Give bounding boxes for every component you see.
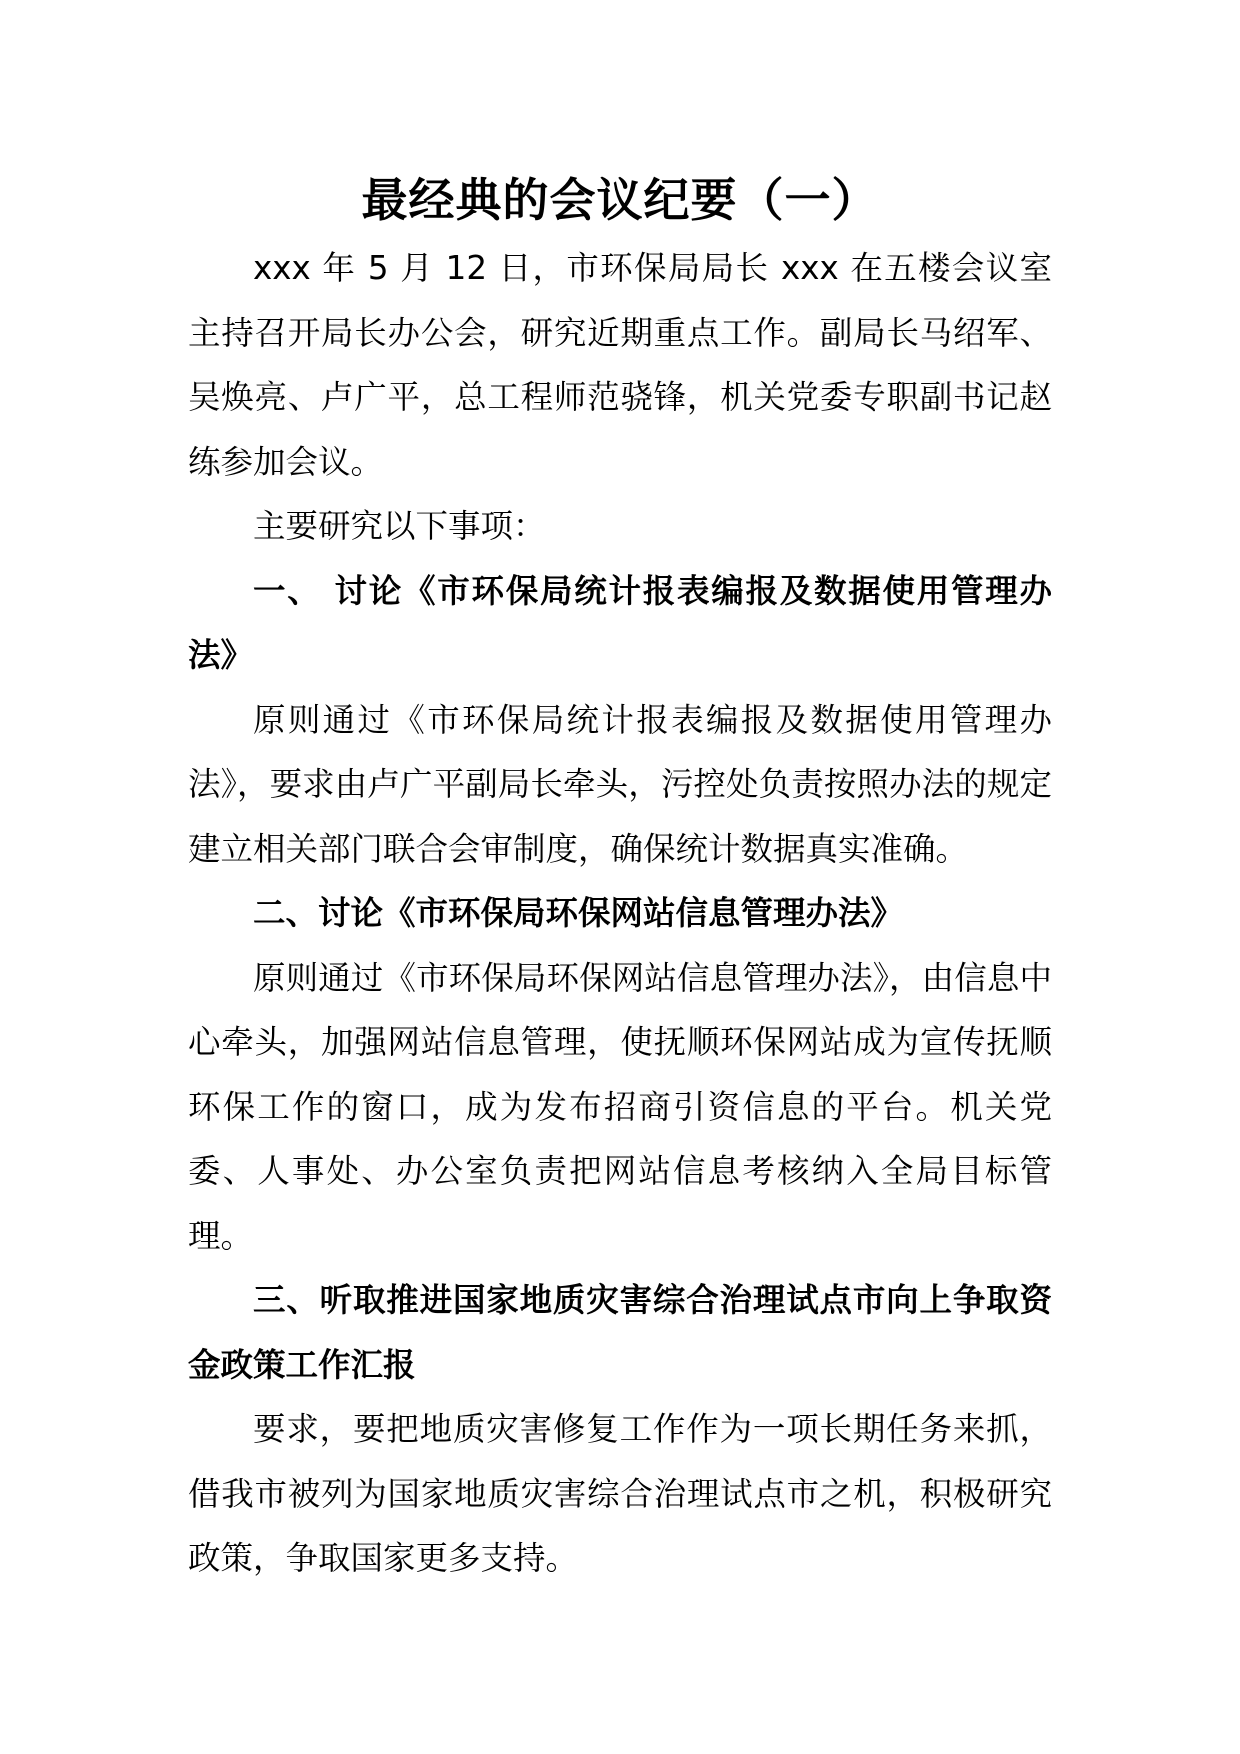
section-body-2: 原则通过《市环保局环保网站信息管理办法》，由信息中心牵头，加强网站信息管理，使抚顺环保网站成为宣传抚顺环保工作的窗口，成为发布招商引资信息的平台。机关党委、人事处、办公室负责把网站信息考核纳入全局目标管理。 bbox=[188, 958, 1052, 1255]
section-body-3: 要求，要把地质灾害修复工作作为一项长期任务来抓，借我市被列为国家地质灾害综合治理试点市之机，积极研究政策，争取国家更多支持。 bbox=[188, 1410, 1052, 1577]
section-heading-1: 一、 讨论《市环保局统计报表编报及数据使用管理办法》 bbox=[188, 571, 1052, 674]
section-body-1: 原则通过《市环保局统计报表编报及数据使用管理办法》，要求由卢广平副局长牵头，污控处负责按照办法的规定建立相关部门联合会审制度，确保统计数据真实准确。 bbox=[188, 700, 1052, 868]
paragraph-intro-items: 主要研究以下事项： bbox=[253, 507, 546, 545]
section-heading-3: 三、听取推进国家地质灾害综合治理试点市向上争取资金政策工作汇报 bbox=[188, 1281, 1052, 1384]
paragraph-opening: xxx 年 5 月 12 日，市环保局局长 xxx 在五楼会议室主持召开局长办公会，研究近期重点工作。副局长马绍军、吴焕亮、卢广平，总工程师范骁锋，机关党委专职副书记赵练参加会议。 bbox=[188, 249, 1052, 481]
document-page bbox=[188, 170, 1052, 1591]
section-heading-2: 二、讨论《市环保局环保网站信息管理办法》 bbox=[253, 894, 904, 932]
document-title: 最经典的会议纪要（一） bbox=[361, 173, 879, 227]
